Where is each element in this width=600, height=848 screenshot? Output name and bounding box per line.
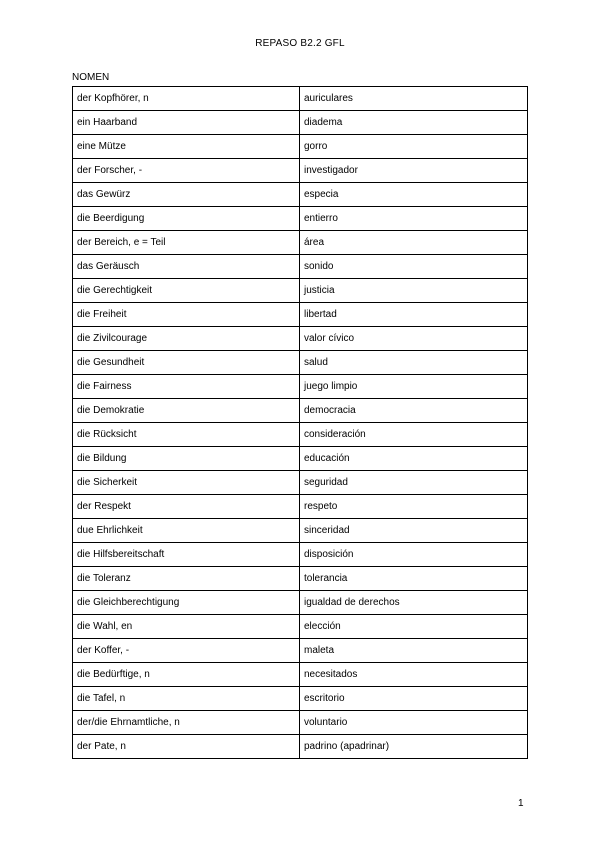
spanish-translation-cell: respeto xyxy=(300,495,528,519)
table-row xyxy=(73,255,528,279)
spanish-translation-cell: diadema xyxy=(300,111,528,135)
spanish-translation-cell: consideración xyxy=(300,423,528,447)
table-row xyxy=(73,87,528,111)
spanish-translation-cell: entierro xyxy=(300,207,528,231)
german-term-cell: die Zivilcourage xyxy=(73,327,300,351)
table-row xyxy=(73,327,528,351)
spanish-translation-cell: igualdad de derechos xyxy=(300,591,528,615)
spanish-translation-cell: justicia xyxy=(300,279,528,303)
table-row xyxy=(73,423,528,447)
table-row xyxy=(73,543,528,567)
vocabulary-table-body xyxy=(73,87,528,759)
table-row xyxy=(73,399,528,423)
spanish-translation-cell: gorro xyxy=(300,135,528,159)
table-row xyxy=(73,711,528,735)
german-term-cell: die Tafel, n xyxy=(73,687,300,711)
table-row xyxy=(73,183,528,207)
german-term-cell: die Beerdigung xyxy=(73,207,300,231)
page-title: REPASO B2.2 GFL xyxy=(255,38,345,49)
german-term-cell: die Bedürftige, n xyxy=(73,663,300,687)
german-term-cell: die Toleranz xyxy=(73,567,300,591)
spanish-translation-cell: auriculares xyxy=(300,87,528,111)
spanish-translation-cell: tolerancia xyxy=(300,567,528,591)
german-term-cell: die Hilfsbereitschaft xyxy=(73,543,300,567)
table-row xyxy=(73,231,528,255)
german-term-cell: die Wahl, en xyxy=(73,615,300,639)
table-row xyxy=(73,591,528,615)
german-term-cell: der Forscher, - xyxy=(73,159,300,183)
table-row xyxy=(73,447,528,471)
german-term-cell: das Gewürz xyxy=(73,183,300,207)
table-row xyxy=(73,639,528,663)
german-term-cell: die Gesundheit xyxy=(73,351,300,375)
table-row xyxy=(73,687,528,711)
spanish-translation-cell: seguridad xyxy=(300,471,528,495)
spanish-translation-cell: educación xyxy=(300,447,528,471)
spanish-translation-cell: salud xyxy=(300,351,528,375)
table-row xyxy=(73,519,528,543)
german-term-cell: der Pate, n xyxy=(73,735,300,759)
spanish-translation-cell: disposición xyxy=(300,543,528,567)
german-term-cell: due Ehrlichkeit xyxy=(73,519,300,543)
spanish-translation-cell: maleta xyxy=(300,639,528,663)
german-term-cell: die Freiheit xyxy=(73,303,300,327)
german-term-cell: das Geräusch xyxy=(73,255,300,279)
spanish-translation-cell: especia xyxy=(300,183,528,207)
spanish-translation-cell: necesitados xyxy=(300,663,528,687)
german-term-cell: eine Mütze xyxy=(73,135,300,159)
table-row xyxy=(73,279,528,303)
german-term-cell: die Sicherkeit xyxy=(73,471,300,495)
german-term-cell: ein Haarband xyxy=(73,111,300,135)
german-term-cell: die Gerechtigkeit xyxy=(73,279,300,303)
table-row xyxy=(73,567,528,591)
german-term-cell: die Demokratie xyxy=(73,399,300,423)
spanish-translation-cell: democracia xyxy=(300,399,528,423)
spanish-translation-cell: valor cívico xyxy=(300,327,528,351)
table-row xyxy=(73,111,528,135)
page-number: 1 xyxy=(518,798,524,809)
spanish-translation-cell: sonido xyxy=(300,255,528,279)
german-term-cell: die Fairness xyxy=(73,375,300,399)
table-row xyxy=(73,303,528,327)
spanish-translation-cell: juego limpio xyxy=(300,375,528,399)
german-term-cell: der Koffer, - xyxy=(73,639,300,663)
spanish-translation-cell: investigador xyxy=(300,159,528,183)
german-term-cell: die Rücksicht xyxy=(73,423,300,447)
spanish-translation-cell: sinceridad xyxy=(300,519,528,543)
spanish-translation-cell: escritorio xyxy=(300,687,528,711)
table-row xyxy=(73,615,528,639)
german-term-cell: der Kopfhörer, n xyxy=(73,87,300,111)
table-row xyxy=(73,207,528,231)
german-term-cell: der Respekt xyxy=(73,495,300,519)
section-heading: NOMEN xyxy=(72,72,110,83)
german-term-cell: der Bereich, e = Teil xyxy=(73,231,300,255)
vocabulary-table xyxy=(72,86,528,759)
spanish-translation-cell: área xyxy=(300,231,528,255)
german-term-cell: der/die Ehrnamtliche, n xyxy=(73,711,300,735)
table-row xyxy=(73,375,528,399)
table-row xyxy=(73,471,528,495)
table-row xyxy=(73,495,528,519)
spanish-translation-cell: voluntario xyxy=(300,711,528,735)
table-row xyxy=(73,735,528,759)
spanish-translation-cell: libertad xyxy=(300,303,528,327)
german-term-cell: die Gleichberechtigung xyxy=(73,591,300,615)
table-row xyxy=(73,663,528,687)
table-row xyxy=(73,135,528,159)
table-row xyxy=(73,159,528,183)
spanish-translation-cell: padrino (apadrinar) xyxy=(300,735,528,759)
table-row xyxy=(73,351,528,375)
german-term-cell: die Bildung xyxy=(73,447,300,471)
spanish-translation-cell: elección xyxy=(300,615,528,639)
